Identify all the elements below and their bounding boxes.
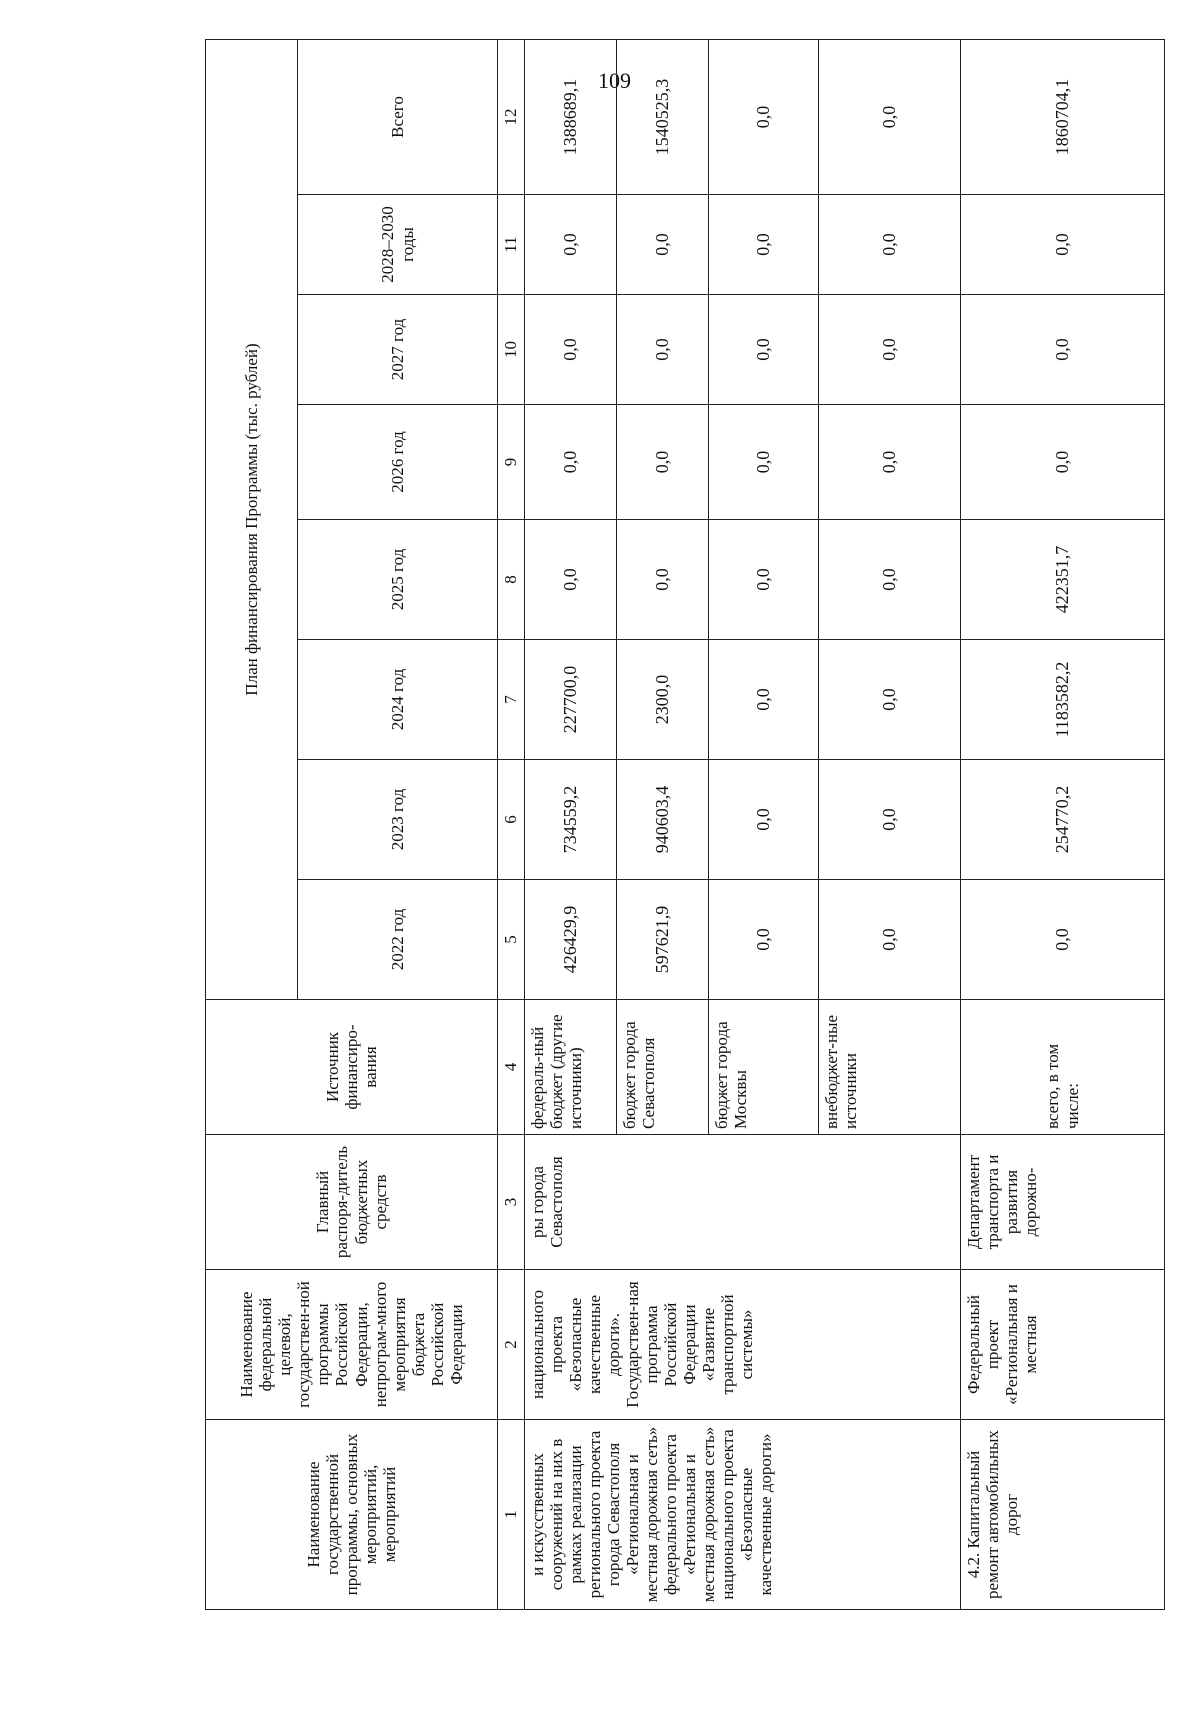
block1-source-sevastopol: бюджет города Севастополя [617, 1000, 709, 1135]
value-cell: 426429,9 [525, 880, 617, 1000]
value-cell: 0,0 [819, 880, 961, 1000]
value-cell: 0,0 [617, 295, 709, 405]
value-cell: 0,0 [819, 520, 961, 640]
value-cell: 0,0 [709, 520, 819, 640]
block1-federal-program: национального проекта «Безопасные качественные дороги». Государствен-ная программа Российской Федерации «Развитие транспортной системы» [525, 1270, 961, 1420]
block2-federal-project: Федеральный проект «Региональная и местная [961, 1270, 1165, 1420]
block1-source-moscow: бюджет города Москвы [709, 1000, 819, 1135]
value-cell: 0,0 [819, 295, 961, 405]
value-cell: 597621,9 [617, 880, 709, 1000]
total-cell: 0,0 [709, 40, 819, 195]
value-cell: 0,0 [709, 405, 819, 520]
col-index: 7 [498, 640, 525, 760]
total-cell: 1388689,1 [525, 40, 617, 195]
header-2028-2030: 2028–2030 годы [298, 195, 498, 295]
value-cell: 940603,4 [617, 760, 709, 880]
block2-budget-holder: Департамент транспорта и развития дорожно- [961, 1135, 1165, 1270]
value-cell: 0,0 [961, 405, 1165, 520]
value-cell: 422351,7 [961, 520, 1165, 640]
total-cell: 0,0 [819, 40, 961, 195]
header-col4: Источник финансиро-вания [206, 1000, 498, 1135]
col-index: 10 [498, 295, 525, 405]
header-2027: 2027 год [298, 295, 498, 405]
col-index: 8 [498, 520, 525, 640]
value-cell: 1183582,2 [961, 640, 1165, 760]
col-index: 5 [498, 880, 525, 1000]
financing-table [205, 39, 1165, 1610]
total-cell: 1540525,3 [617, 40, 709, 195]
value-cell: 0,0 [709, 295, 819, 405]
value-cell: 0,0 [961, 880, 1165, 1000]
header-plan: План финансирования Программы (тыс. рублей) [206, 40, 298, 1000]
value-cell: 0,0 [709, 760, 819, 880]
header-2025: 2025 год [298, 520, 498, 640]
header-col3: Главный распоря-дитель бюджетных средств [206, 1135, 498, 1270]
block2-source-total: всего, в том числе: [961, 1000, 1165, 1135]
value-cell: 0,0 [961, 295, 1165, 405]
block1-budget-holder: ры города Севастополя [525, 1135, 961, 1270]
value-cell: 0,0 [709, 640, 819, 760]
value-cell: 0,0 [819, 405, 961, 520]
col-index: 12 [498, 40, 525, 195]
value-cell: 0,0 [617, 520, 709, 640]
col-index: 3 [498, 1135, 525, 1270]
header-2026: 2026 год [298, 405, 498, 520]
value-cell: 0,0 [819, 640, 961, 760]
value-cell: 0,0 [525, 295, 617, 405]
value-cell: 254770,2 [961, 760, 1165, 880]
value-cell: 0,0 [617, 195, 709, 295]
value-cell: 0,0 [961, 195, 1165, 295]
value-cell: 227700,0 [525, 640, 617, 760]
col-index: 9 [498, 405, 525, 520]
block2-measure-name: 4.2. Капитальный ремонт автомобильных дорог [961, 1420, 1165, 1610]
block1-source-federal: федераль-ный бюджет (другие источники) [525, 1000, 617, 1135]
value-cell: 0,0 [617, 405, 709, 520]
value-cell: 2300,0 [617, 640, 709, 760]
value-cell: 0,0 [525, 405, 617, 520]
block1-measure-name: и искусственных сооружений на них в рамках реализации регионального проекта города Севастополя «Региональная и местная дорожная сеть» федерального проекта «Региональная и местная дорожная сеть» национального проекта «Безопасные качественные дороги» [525, 1420, 961, 1610]
value-cell: 0,0 [709, 880, 819, 1000]
header-2022: 2022 год [298, 880, 498, 1000]
header-2023: 2023 год [298, 760, 498, 880]
col-index: 2 [498, 1270, 525, 1420]
col-index: 11 [498, 195, 525, 295]
header-2024: 2024 год [298, 640, 498, 760]
col-index: 1 [498, 1420, 525, 1610]
value-cell: 734559,2 [525, 760, 617, 880]
page-number: 109 [598, 68, 631, 93]
col-index: 4 [498, 1000, 525, 1135]
value-cell: 0,0 [525, 195, 617, 295]
header-col1: Наименование государственной программы, основных мероприятий, мероприятий [206, 1420, 498, 1610]
header-total: Всего [298, 40, 498, 195]
value-cell: 0,0 [709, 195, 819, 295]
value-cell: 0,0 [819, 760, 961, 880]
block1-source-extrabudget: внебюджет-ные источники [819, 1000, 961, 1135]
col-index: 6 [498, 760, 525, 880]
total-cell: 1860704,1 [961, 40, 1165, 195]
header-col2: Наименование федеральной целевой, государствен-ной программы Российской Федерации, непрограм-много мероприятия бюджета Российской Федерации [206, 1270, 498, 1420]
value-cell: 0,0 [819, 195, 961, 295]
value-cell: 0,0 [525, 520, 617, 640]
